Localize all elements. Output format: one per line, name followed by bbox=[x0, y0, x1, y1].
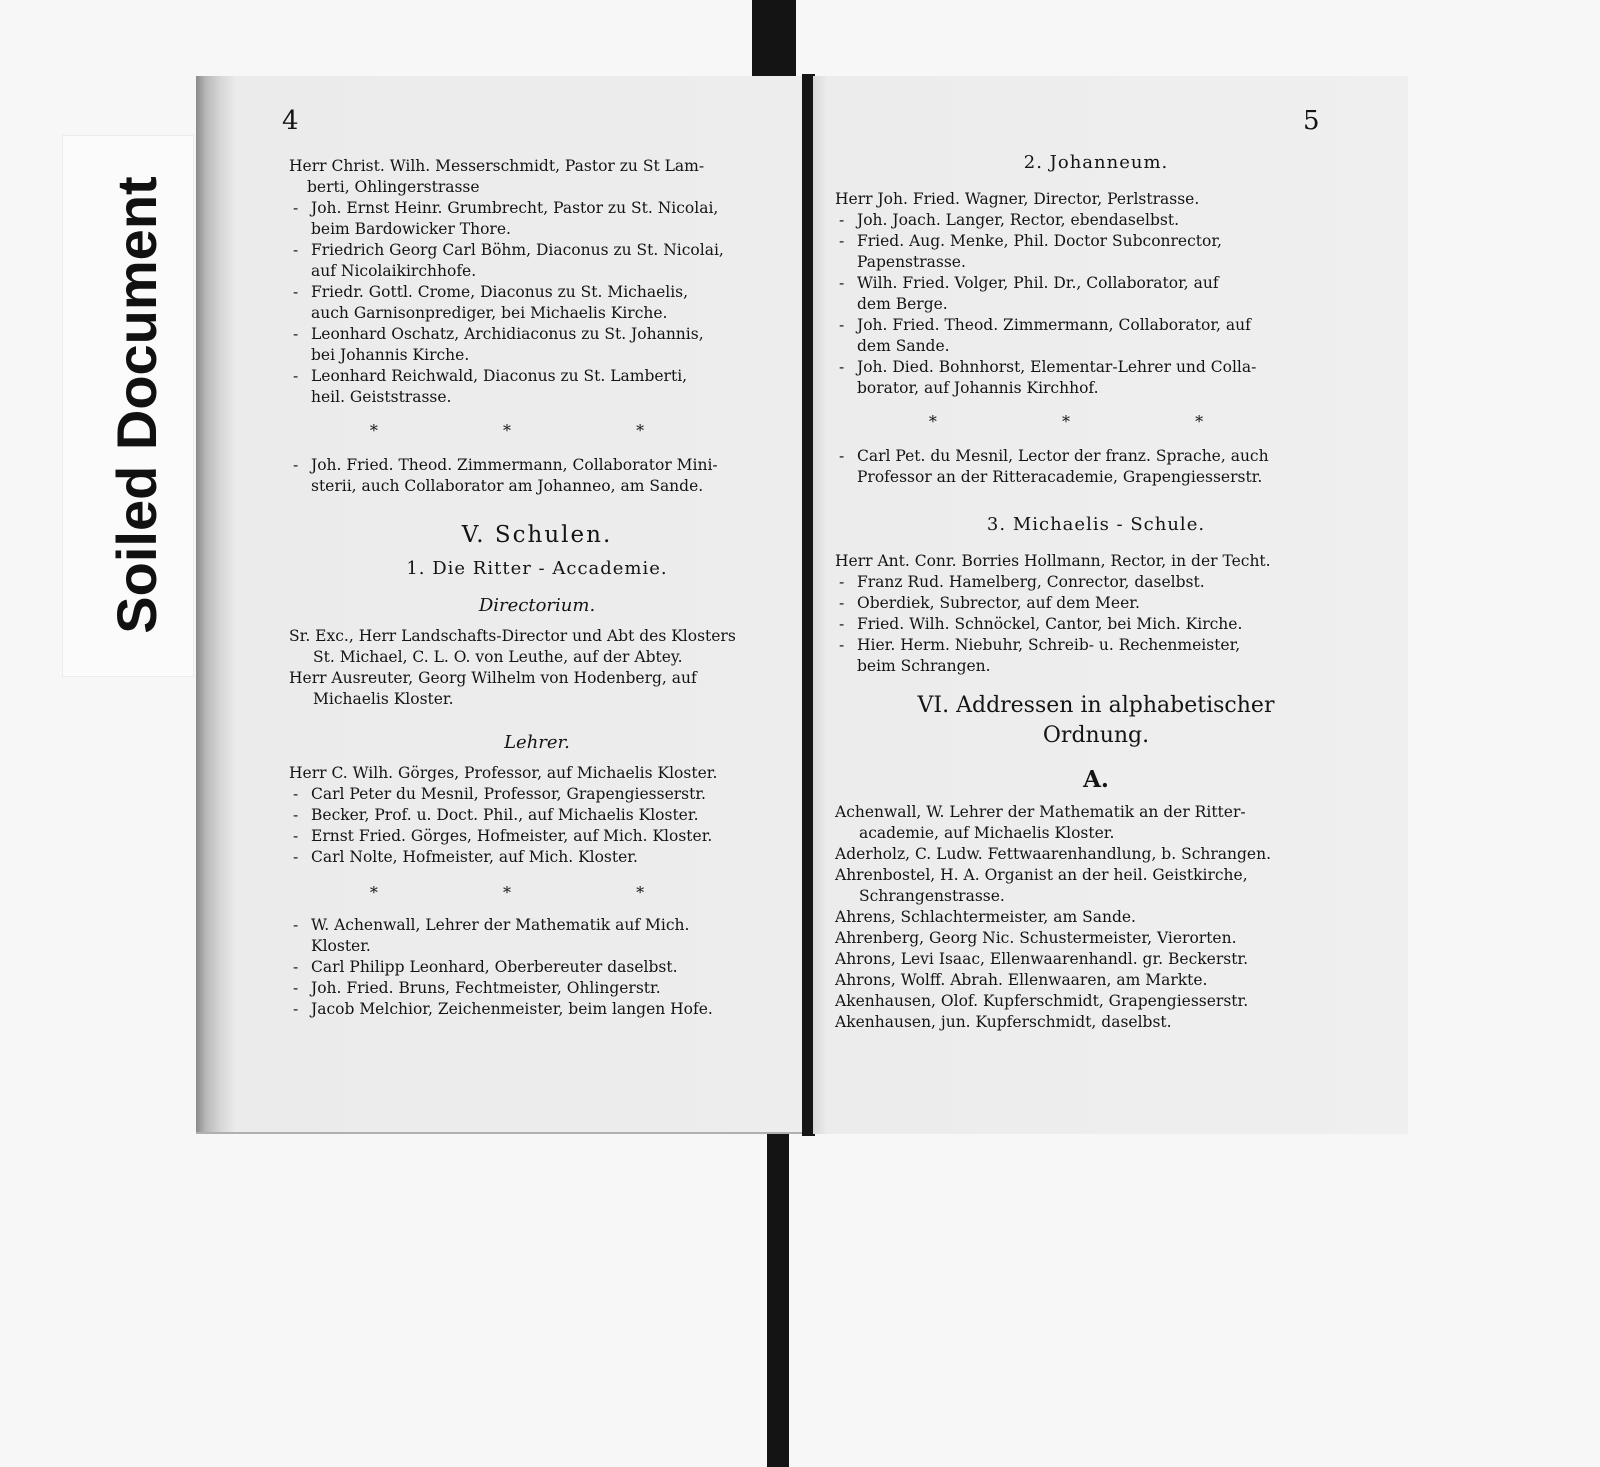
list-item bbox=[835, 865, 1357, 907]
page-number-right: 5 bbox=[1303, 106, 1320, 136]
list-item bbox=[835, 991, 1357, 1012]
entry-text-continuation: Michaelis Kloster. bbox=[313, 690, 454, 708]
entry-text: Achenwall, W. Lehrer der Mathematik an der Ritter- bbox=[835, 803, 1246, 821]
entry-text: Christ. Wilh. Messerschmidt, Pastor zu St Lam- bbox=[331, 157, 705, 175]
entry-text: Ant. Conr. Borries Hollmann, Rector, in der Techt. bbox=[877, 552, 1271, 570]
entry-text: Friedrich Georg Carl Böhm, Diaconus zu St. Nicolai, bbox=[311, 241, 724, 259]
list-item bbox=[835, 315, 1357, 357]
list-item bbox=[835, 273, 1357, 315]
list-item bbox=[289, 805, 785, 826]
entry-text: Joh. Fried. Wagner, Director, Perlstrasse. bbox=[877, 190, 1200, 208]
list-item bbox=[289, 999, 785, 1020]
entry-text: Carl Peter du Mesnil, Professor, Grapengiesserstr. bbox=[311, 785, 706, 803]
dash-marker: - bbox=[839, 447, 845, 465]
entry-text: C. Wilh. Görges, Professor, auf Michaelis Kloster. bbox=[331, 764, 718, 782]
entry-text-continuation: auch Garnisonprediger, bei Michaelis Kirche. bbox=[311, 304, 668, 322]
soiled-document-stamp: Soiled Document bbox=[105, 176, 168, 634]
directorium-list bbox=[289, 626, 785, 710]
list-item bbox=[835, 635, 1357, 677]
entry-text: Herr Ausreuter, Georg Wilhelm von Hodenberg, auf bbox=[289, 669, 697, 687]
lehrer-extra-list bbox=[289, 915, 785, 1020]
entry-text: Joh. Fried. Theod. Zimmermann, Collaborator Mini- bbox=[311, 456, 718, 474]
list-item bbox=[835, 189, 1357, 210]
list-item bbox=[835, 446, 1357, 488]
entry-text: Joh. Joach. Langer, Rector, ebendaselbst. bbox=[857, 211, 1180, 229]
entry-text: Akenhausen, jun. Kupferschmidt, daselbst. bbox=[835, 1013, 1172, 1031]
entry-text: Ahrenberg, Georg Nic. Schustermeister, Vierorten. bbox=[835, 929, 1237, 947]
list-item bbox=[835, 551, 1357, 572]
entry-text-continuation: Kloster. bbox=[311, 937, 371, 955]
entry-text-continuation: academie, auf Michaelis Kloster. bbox=[859, 824, 1115, 842]
dash-marker: - bbox=[293, 1000, 299, 1018]
johanneum-list bbox=[835, 189, 1357, 399]
list-item bbox=[835, 572, 1357, 593]
title-marker: Herr bbox=[289, 764, 327, 782]
list-item bbox=[289, 957, 785, 978]
list-item bbox=[289, 915, 785, 957]
entry-text: Akenhausen, Olof. Kupferschmidt, Grapengiesserstr. bbox=[835, 992, 1249, 1010]
entry-text: Joh. Fried. Theod. Zimmermann, Collaborator, auf bbox=[857, 316, 1251, 334]
entry-text: Leonhard Reichwald, Diaconus zu St. Lamberti, bbox=[311, 367, 688, 385]
lehrer-list bbox=[289, 763, 785, 868]
list-item bbox=[289, 626, 785, 668]
left-page-content bbox=[289, 156, 785, 1020]
list-item bbox=[289, 763, 785, 784]
entry-text: Ahrons, Wolff. Abrah. Ellenwaaren, am Markte. bbox=[835, 971, 1208, 989]
section-title-addressen bbox=[835, 691, 1357, 751]
dash-marker: - bbox=[293, 916, 299, 934]
list-item bbox=[289, 455, 785, 497]
dash-marker: - bbox=[293, 283, 299, 301]
list-item bbox=[835, 210, 1357, 231]
list-item bbox=[289, 282, 785, 324]
list-item bbox=[289, 847, 785, 868]
list-item bbox=[835, 970, 1357, 991]
subsection-title-johanneum: 2. Johanneum. bbox=[1023, 152, 1169, 173]
list-item bbox=[835, 1012, 1357, 1033]
dash-marker: - bbox=[839, 615, 845, 633]
binding-strip-bottom bbox=[767, 1128, 789, 1467]
entry-text: Ahrenbostel, H. A. Organist an der heil. Geistkirche, bbox=[835, 866, 1248, 884]
entry-text-continuation: St. Michael, C. L. O. von Leuthe, auf der Abtey. bbox=[313, 648, 683, 666]
dash-marker: - bbox=[293, 367, 299, 385]
list-item bbox=[289, 668, 785, 710]
entry-text: Franz Rud. Hamelberg, Conrector, daselbst. bbox=[857, 573, 1205, 591]
clergy-list bbox=[289, 156, 785, 408]
section-title-line: Ordnung. bbox=[1042, 723, 1150, 748]
list-item bbox=[289, 826, 785, 847]
list-item bbox=[835, 907, 1357, 928]
entry-text: Aderholz, C. Ludw. Fettwaarenhandlung, b. Schrangen. bbox=[835, 845, 1272, 863]
entry-text-continuation: Schrangenstrasse. bbox=[859, 887, 1005, 905]
entry-text: Carl Philipp Leonhard, Oberbereuter daselbst. bbox=[311, 958, 678, 976]
dash-marker: - bbox=[293, 241, 299, 259]
page-number-left: 4 bbox=[282, 106, 299, 136]
dash-marker: - bbox=[293, 848, 299, 866]
alphabet-letter-heading: A. bbox=[1083, 766, 1109, 793]
list-item bbox=[289, 978, 785, 999]
entry-text: Wilh. Fried. Volger, Phil. Dr., Collaborator, auf bbox=[857, 274, 1219, 292]
entry-text-continuation: heil. Geiststrasse. bbox=[311, 388, 452, 406]
entry-text-continuation: berti, Ohlingerstrasse bbox=[307, 178, 480, 196]
section-title-schulen: V. Schulen. bbox=[461, 522, 613, 548]
entry-text-continuation: borator, auf Johannis Kirchhof. bbox=[857, 379, 1099, 397]
right-page bbox=[813, 76, 1408, 1134]
entry-text: Joh. Died. Bohnhorst, Elementar-Lehrer und Colla- bbox=[857, 358, 1257, 376]
dash-marker: - bbox=[293, 827, 299, 845]
stars-divider: * * * bbox=[369, 421, 705, 440]
entry-text-continuation: dem Sande. bbox=[857, 337, 950, 355]
dash-marker: - bbox=[839, 573, 845, 591]
list-item bbox=[835, 949, 1357, 970]
entry-text-continuation: Professor an der Ritteracademie, Grapengiesserstr. bbox=[857, 468, 1263, 486]
dash-marker: - bbox=[839, 358, 845, 376]
list-item bbox=[289, 324, 785, 366]
entry-text: Becker, Prof. u. Doct. Phil., auf Michaelis Kloster. bbox=[311, 806, 699, 824]
title-marker: Herr bbox=[289, 157, 327, 175]
johanneum-extra-list bbox=[835, 446, 1357, 488]
subsection-title-michaelis-schule: 3. Michaelis - Schule. bbox=[986, 514, 1206, 535]
dash-marker: - bbox=[293, 958, 299, 976]
dash-marker: - bbox=[839, 274, 845, 292]
address-list bbox=[835, 802, 1357, 1033]
list-item bbox=[289, 784, 785, 805]
entry-text: Fried. Wilh. Schnöckel, Cantor, bei Mich. Kirche. bbox=[857, 615, 1243, 633]
directorium-heading: Directorium. bbox=[478, 595, 596, 616]
entry-text-continuation: sterii, auch Collaborator am Johanneo, am Sande. bbox=[311, 477, 704, 495]
list-item bbox=[289, 156, 785, 198]
dash-marker: - bbox=[293, 325, 299, 343]
list-item bbox=[835, 231, 1357, 273]
title-marker: Herr bbox=[835, 190, 873, 208]
section-title-line: VI. Addressen in alphabetischer bbox=[917, 693, 1275, 718]
entry-text: Jacob Melchior, Zeichenmeister, beim langen Hofe. bbox=[311, 1000, 713, 1018]
dash-marker: - bbox=[293, 806, 299, 824]
dash-marker: - bbox=[293, 785, 299, 803]
title-marker: Herr bbox=[835, 552, 873, 570]
clergy-extra-list bbox=[289, 455, 785, 497]
subsection-title-ritter-accademie: 1. Die Ritter - Accademie. bbox=[406, 558, 668, 579]
list-item bbox=[835, 357, 1357, 399]
entry-text-continuation: dem Berge. bbox=[857, 295, 948, 313]
dash-marker: - bbox=[839, 594, 845, 612]
entry-text: Ernst Fried. Görges, Hofmeister, auf Mich. Kloster. bbox=[311, 827, 713, 845]
entry-text-continuation: beim Schrangen. bbox=[857, 657, 991, 675]
list-item bbox=[289, 366, 785, 408]
dash-marker: - bbox=[839, 316, 845, 334]
dash-marker: - bbox=[839, 211, 845, 229]
list-item bbox=[835, 802, 1357, 844]
dash-marker: - bbox=[839, 636, 845, 654]
michaelis-list bbox=[835, 551, 1357, 677]
lehrer-heading: Lehrer. bbox=[504, 732, 570, 753]
entry-text-continuation: Papenstrasse. bbox=[857, 253, 966, 271]
list-item bbox=[835, 593, 1357, 614]
dash-marker: - bbox=[839, 232, 845, 250]
dash-marker: - bbox=[293, 199, 299, 217]
list-item bbox=[289, 240, 785, 282]
entry-text: Ahrens, Schlachtermeister, am Sande. bbox=[835, 908, 1136, 926]
list-item bbox=[835, 928, 1357, 949]
entry-text: Sr. Exc., Herr Landschafts-Director und Abt des Klosters bbox=[289, 627, 736, 645]
list-item bbox=[835, 844, 1357, 865]
entry-text: Leonhard Oschatz, Archidiaconus zu St. Johannis, bbox=[311, 325, 704, 343]
entry-text: Joh. Ernst Heinr. Grumbrecht, Pastor zu St. Nicolai, bbox=[311, 199, 719, 217]
list-item bbox=[835, 614, 1357, 635]
entry-text: Oberdiek, Subrector, auf dem Meer. bbox=[857, 594, 1140, 612]
entry-text: Friedr. Gottl. Crome, Diaconus zu St. Michaelis, bbox=[311, 283, 689, 301]
entry-text-continuation: bei Johannis Kirche. bbox=[311, 346, 470, 364]
list-item bbox=[289, 198, 785, 240]
entry-text-continuation: beim Bardowicker Thore. bbox=[311, 220, 511, 238]
right-page-content bbox=[835, 152, 1357, 1033]
entry-text: Fried. Aug. Menke, Phil. Doctor Subconrector, bbox=[857, 232, 1222, 250]
dash-marker: - bbox=[293, 979, 299, 997]
dash-marker: - bbox=[293, 456, 299, 474]
left-page bbox=[196, 76, 806, 1134]
entry-text: Carl Pet. du Mesnil, Lector der franz. Sprache, auch bbox=[857, 447, 1269, 465]
entry-text: Ahrons, Levi Isaac, Ellenwaarenhandl. gr. Beckerstr. bbox=[835, 950, 1249, 968]
entry-text: Carl Nolte, Hofmeister, auf Mich. Kloster. bbox=[311, 848, 638, 866]
stars-divider: * * * bbox=[369, 883, 705, 902]
entry-text-continuation: auf Nicolaikirchhofe. bbox=[311, 262, 477, 280]
entry-text: Hier. Herm. Niebuhr, Schreib- u. Rechenmeister, bbox=[857, 636, 1241, 654]
stars-divider: * * * bbox=[928, 412, 1264, 431]
binding-strip-top bbox=[752, 0, 796, 78]
entry-text: Joh. Fried. Bruns, Fechtmeister, Ohlingerstr. bbox=[311, 979, 661, 997]
entry-text: W. Achenwall, Lehrer der Mathematik auf Mich. bbox=[311, 916, 690, 934]
